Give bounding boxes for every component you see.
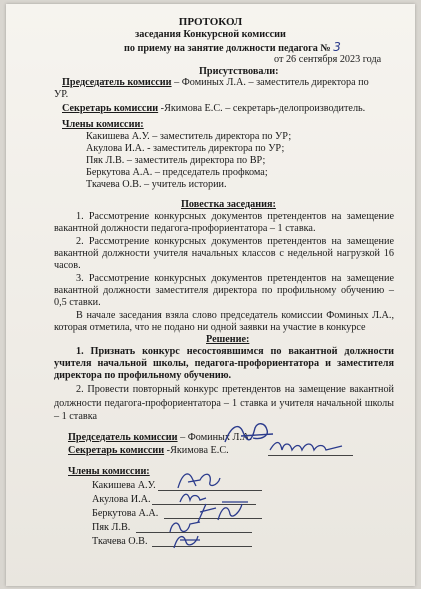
protocol-subtitle-1: заседания Конкурсной комиссии — [135, 29, 286, 40]
agenda-item-3: 3. Рассмотрение конкурсных документов претендентов на замещение вакантной должности заместителя директора по профильному обучению – 0,5 ставки. — [54, 273, 394, 309]
decision-item-1: 1. Признать конкурс несостоявшимся по вакантной должности учителя начальной школы, педагога-профориентатора и заместителя директора по профильному обучению. — [54, 346, 394, 382]
sig-member-item: Пяк Л.В. — [92, 522, 131, 533]
member-item: Ткачева О.В. – учитель истории. — [86, 179, 227, 190]
member-item: Какишева А.У. – заместитель директора по УР; — [86, 131, 292, 142]
chair-line-2: УР. — [54, 89, 69, 100]
chair-label: Председатель комиссии — [62, 77, 172, 88]
protocol-date: от 26 сентября 2023 года — [274, 54, 382, 65]
attendees-heading: Присутствовали: — [199, 66, 279, 77]
member-item: Беркутова А.А. – председатель профкома; — [86, 167, 268, 178]
protocol-subtitle-2-text: по приему на занятие должности педагога № — [124, 43, 331, 54]
agenda-item-1: 1. Рассмотрение конкурсных документов претендентов на замещение вакантной должности педагога-профориентатора – 1 ставка. — [54, 211, 394, 235]
decision-item-2: 2. Провести повторный конкурс претендентов на замещение вакантной должности педагога-профориентатора – 1 ставка и учителя начальной школы – 1 ставка — [54, 384, 394, 422]
agenda-heading: Повестка заседания: — [181, 199, 276, 210]
sig-member-item: Ткачева О.В. — [92, 536, 148, 547]
sig-secretary-label: Секретарь комиссии — [68, 445, 165, 456]
signature-member-image — [170, 530, 210, 552]
members-heading: Члены комиссии: — [62, 119, 144, 130]
sig-members-heading: Члены комиссии: — [68, 466, 150, 477]
sig-chair-label: Председатель комиссии — [68, 432, 178, 443]
protocol-title: ПРОТОКОЛ — [178, 16, 243, 28]
sig-secretary-line — [68, 445, 229, 457]
sig-member-item: Какишева А.У. — [92, 480, 156, 491]
sig-member-item: Акулова И.А. — [92, 494, 151, 505]
secretary-label: Секретарь комиссии — [62, 103, 159, 114]
secretary-line — [62, 103, 365, 115]
document-page — [6, 4, 415, 586]
signature-secretary-image — [268, 436, 348, 456]
chair-text: – Фоминых Л.А. – заместитель директора по — [171, 77, 369, 88]
sig-secretary-name: -Якимова Е.С. — [164, 445, 229, 456]
sig-chair-name: – Фоминых Л.А. — [177, 432, 252, 443]
chair-line — [62, 77, 369, 89]
sig-member-item: Беркутова А.А. — [92, 508, 159, 519]
decision-heading: Решение: — [206, 334, 250, 345]
protocol-number: 3 — [333, 40, 341, 54]
member-item: Акулова И.А. - заместитель директора по УР; — [86, 143, 285, 154]
agenda-intro: В начале заседания взяла слово председатель комиссии Фоминых Л.А., которая отметила, что не подано ни одной заявки на участие в конкурсе — [54, 310, 394, 334]
protocol-subtitle-2 — [124, 41, 341, 55]
agenda-item-2: 2. Рассмотрение конкурсных документов претендентов на замещение вакантной должности учителя начальных классов с недельной нагрузкой 16 часов. — [54, 236, 394, 272]
member-item: Пяк Л.В. – заместитель директора по ВР; — [86, 155, 266, 166]
secretary-text: -Якимова Е.С. – секретарь-делопроизводитель. — [158, 103, 366, 114]
